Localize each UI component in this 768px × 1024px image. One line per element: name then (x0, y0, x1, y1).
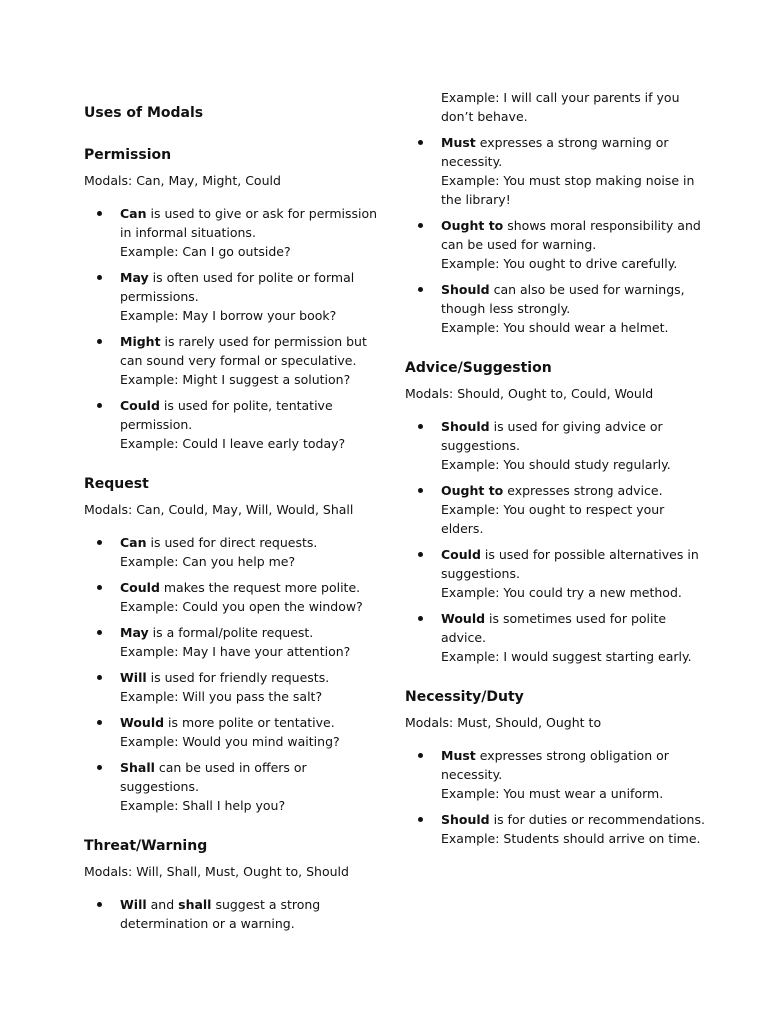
section-heading: Threat/Warning (84, 838, 208, 854)
item-text: makes the request more polite. (159, 580, 361, 595)
bullet-icon (418, 552, 423, 557)
modals-list: Modals: Must, Should, Ought to (405, 715, 602, 730)
modal-keyword: May (120, 625, 149, 640)
item-text: is used for direct requests. (146, 535, 318, 550)
modal-keyword: Must (441, 748, 476, 763)
modal-keyword: Would (120, 715, 165, 730)
item-example: Example: You ought to respect your elders. (441, 502, 665, 536)
document-title: Uses of Modals (84, 105, 204, 121)
bullet-icon (97, 339, 102, 344)
right-column (405, 88, 710, 870)
item-example-continued: Example: I will call your parents if you don’t behave. (441, 90, 680, 124)
item-text: expresses strong obligation or necessity. (441, 748, 669, 782)
item-text: can be used in offers or suggestions. (120, 760, 307, 794)
item-text: expresses a strong warning or necessity. (441, 135, 669, 169)
item-example: Example: Will you pass the salt? (120, 689, 323, 704)
bullet-icon (97, 540, 102, 545)
bullet-icon (97, 403, 102, 408)
list-item (84, 332, 384, 389)
item-text: and (146, 897, 179, 912)
section-threat-warning (84, 837, 384, 933)
list-item (84, 396, 384, 453)
list-item (405, 133, 710, 209)
modal-keyword: Could (441, 547, 481, 562)
item-example: Example: Can you help me? (120, 554, 296, 569)
modal-keyword: Could (120, 398, 160, 413)
bullet-icon (97, 675, 102, 680)
bullet-list (84, 895, 384, 933)
item-example: Example: Could I leave early today? (120, 436, 346, 451)
item-example: Example: May I have your attention? (120, 644, 351, 659)
item-example: Example: Would you mind waiting? (120, 734, 340, 749)
list-item (84, 713, 384, 751)
modal-keyword: shall (178, 897, 212, 912)
bullet-list (405, 417, 710, 666)
modal-keyword: Should (441, 812, 490, 827)
list-item (405, 216, 710, 273)
item-example: Example: You could try a new method. (441, 585, 682, 600)
list-item (405, 280, 710, 337)
item-example: Example: Shall I help you? (120, 798, 286, 813)
item-text: is used for possible alternatives in suggestions. (441, 547, 699, 581)
list-item (84, 578, 384, 616)
modal-keyword: Ought to (441, 218, 504, 233)
item-example: Example: Can I go outside? (120, 244, 291, 259)
bullet-icon (97, 585, 102, 590)
bullet-list (84, 533, 384, 815)
list-item (84, 268, 384, 325)
left-column (84, 104, 384, 955)
list-item (405, 417, 710, 474)
item-text: is sometimes used for polite advice. (441, 611, 667, 645)
modal-keyword: Should (441, 282, 490, 297)
item-text: shows moral responsibility and can be used for warning. (441, 218, 701, 252)
modal-keyword: Shall (120, 760, 155, 775)
bullet-icon (418, 616, 423, 621)
list-item (405, 481, 710, 538)
modals-list: Modals: Will, Shall, Must, Ought to, Should (84, 864, 349, 879)
modal-keyword: Will (120, 897, 147, 912)
list-item (84, 895, 384, 933)
list-item (405, 746, 710, 803)
list-item (84, 204, 384, 261)
modal-keyword: Can (120, 206, 147, 221)
section-advice-suggestion (405, 359, 710, 666)
bullet-icon (418, 817, 423, 822)
modal-keyword: Could (120, 580, 160, 595)
section-necessity-duty (405, 688, 710, 848)
item-example: Example: You should wear a helmet. (441, 320, 669, 335)
modal-keyword: Should (441, 419, 490, 434)
item-example: Example: You must stop making noise in the library! (441, 173, 695, 207)
bullet-list (84, 204, 384, 453)
list-item (405, 545, 710, 602)
modals-list: Modals: Can, May, Might, Could (84, 173, 281, 188)
item-text: is used for giving advice or suggestions. (441, 419, 663, 453)
modals-list: Modals: Can, Could, May, Will, Would, Shall (84, 502, 354, 517)
section-heading: Necessity/Duty (405, 689, 524, 705)
item-text: is used to give or ask for permission in informal situations. (120, 206, 378, 240)
bullet-list (405, 746, 710, 848)
modal-keyword: Ought to (441, 483, 504, 498)
item-example: Example: You must wear a uniform. (441, 786, 664, 801)
item-text: is used for polite, tentative permission. (120, 398, 333, 432)
item-text: is rarely used for permission but can sound very formal or speculative. (120, 334, 367, 368)
modal-keyword: Would (441, 611, 486, 626)
modal-keyword: May (120, 270, 149, 285)
item-example: Example: Could you open the window? (120, 599, 363, 614)
item-example: Example: I would suggest starting early. (441, 649, 692, 664)
item-text: is often used for polite or formal permissions. (120, 270, 355, 304)
list-item (405, 609, 710, 666)
bullet-icon (418, 223, 423, 228)
bullet-icon (97, 211, 102, 216)
bullet-icon (418, 753, 423, 758)
item-text: is a formal/polite request. (148, 625, 314, 640)
section-request (84, 475, 384, 815)
section-heading: Advice/Suggestion (405, 360, 552, 376)
item-text: is more polite or tentative. (164, 715, 335, 730)
item-text: is used for friendly requests. (146, 670, 330, 685)
modals-list: Modals: Should, Ought to, Could, Would (405, 386, 654, 401)
item-text: expresses strong advice. (503, 483, 663, 498)
bullet-icon (97, 630, 102, 635)
bullet-icon (418, 287, 423, 292)
bullet-icon (97, 902, 102, 907)
modal-keyword: Must (441, 135, 476, 150)
section-heading: Permission (84, 147, 172, 163)
bullet-icon (97, 275, 102, 280)
list-item (405, 810, 710, 848)
bullet-icon (418, 488, 423, 493)
item-text: is for duties or recommendations. (489, 812, 705, 827)
bullet-icon (97, 765, 102, 770)
section-heading: Request (84, 476, 149, 492)
item-example: Example: May I borrow your book? (120, 308, 337, 323)
item-text: can also be used for warnings, though less strongly. (441, 282, 685, 316)
item-text: suggest a strong determination or a warning. (120, 897, 321, 931)
item-example: Example: Students should arrive on time. (441, 831, 701, 846)
bullet-icon (418, 424, 423, 429)
bullet-icon (97, 720, 102, 725)
modal-keyword: Might (120, 334, 161, 349)
item-example: Example: You ought to drive carefully. (441, 256, 678, 271)
section-permission (84, 146, 384, 453)
list-item (84, 533, 384, 571)
list-item (84, 758, 384, 815)
modal-keyword: Can (120, 535, 147, 550)
list-item (84, 623, 384, 661)
list-item (84, 668, 384, 706)
modal-keyword: Will (120, 670, 147, 685)
item-example: Example: Might I suggest a solution? (120, 372, 351, 387)
item-example: Example: You should study regularly. (441, 457, 671, 472)
bullet-icon (418, 140, 423, 145)
bullet-list (405, 133, 710, 337)
